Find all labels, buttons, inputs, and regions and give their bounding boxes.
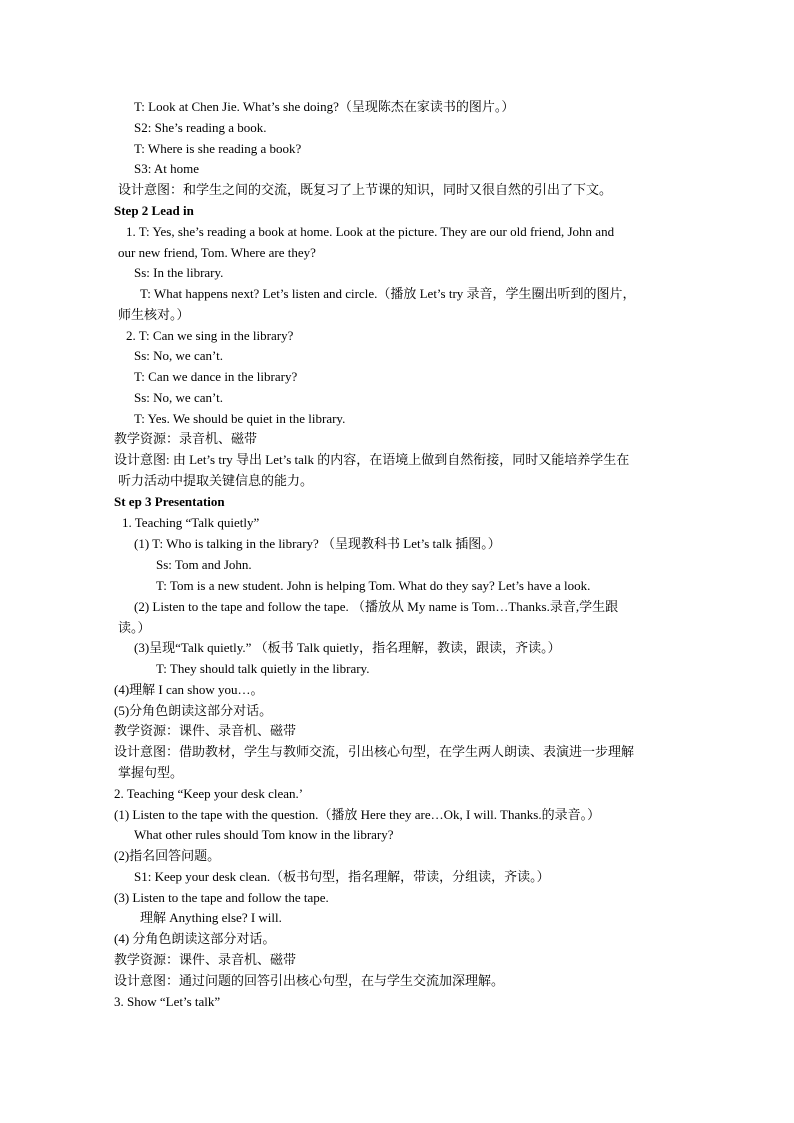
step-line: 读。）	[118, 620, 151, 635]
subsection-heading: 2. Teaching “Keep your desk clean.’	[114, 786, 304, 801]
dialogue-line: T: What happens next? Let’s listen and circle.（播放 Let’s try 录音，学生圈出听到的图片，	[140, 286, 636, 301]
subsection-heading: 1. Teaching “Talk quietly”	[122, 515, 260, 530]
dialogue-line: 2. T: Can we sing in the library?	[126, 328, 294, 343]
step-line: (2)指名回答问题。	[114, 848, 221, 863]
dialogue-line: S1: Keep your desk clean.（板书句型，指名理解，带读，分组读，齐读。）	[134, 869, 550, 884]
teaching-resources: 教学资源：录音机、磁带	[114, 431, 258, 446]
dialogue-line: S2: She’s reading a book.	[134, 120, 267, 135]
subsection-heading: 3. Show “Let’s talk”	[114, 994, 221, 1009]
design-intent-note: 听力活动中提取关键信息的能力。	[118, 473, 314, 488]
step-line: (5)分角色朗读这部分对话。	[114, 703, 273, 718]
dialogue-line: Ss: In the library.	[134, 265, 224, 280]
design-intent-note: 设计意图: 由 Let’s try 导出 Let’s talk 的内容，在语境上做到自然衔接，同时又能培养学生在	[114, 452, 630, 467]
dialogue-line: S3: At home	[134, 161, 200, 176]
step-line: (3) Listen to the tape and follow the tape.	[114, 890, 329, 905]
design-intent-note: 掌握句型。	[118, 765, 184, 780]
dialogue-line: 师生核对。）	[118, 307, 190, 322]
dialogue-line: (1) T: Who is talking in the library? （呈现教科书 Let’s talk 插图。）	[134, 536, 501, 551]
design-intent-note: 设计意图：通过问题的回答引出核心句型，在与学生交流加深理解。	[114, 973, 505, 988]
dialogue-line: T: Look at Chen Jie. What’s she doing?（呈现陈杰在家读书的图片。）	[134, 99, 515, 114]
dialogue-line: our new friend, Tom. Where are they?	[118, 245, 316, 260]
dialogue-line: 理解 Anything else? I will.	[140, 910, 282, 925]
dialogue-line: What other rules should Tom know in the library?	[134, 827, 394, 842]
step-line: (1) Listen to the tape with the question.（播放 Here they are…Ok, I will. Thanks.的录音。）	[114, 807, 601, 822]
dialogue-line: T: They should talk quietly in the library.	[156, 661, 370, 676]
dialogue-line: T: Tom is a new student. John is helping Tom. What do they say? Let’s have a look.	[156, 578, 591, 593]
section-heading-step2: Step 2 Lead in	[114, 203, 194, 218]
step-line: (2) Listen to the tape and follow the tape. （播放从 My name is Tom…Thanks.录音,学生跟	[134, 599, 619, 614]
dialogue-line: T: Can we dance in the library?	[134, 369, 298, 384]
teaching-resources: 教学资源：课件、录音机、磁带	[114, 723, 297, 738]
dialogue-line: Ss: No, we can’t.	[134, 390, 223, 405]
teaching-resources: 教学资源：课件、录音机、磁带	[114, 952, 297, 967]
dialogue-line: Ss: No, we can’t.	[134, 348, 223, 363]
dialogue-line: 1. T: Yes, she’s reading a book at home. Look at the picture. They are our old friend, John and	[126, 224, 615, 239]
dialogue-line: Ss: Tom and John.	[156, 557, 252, 572]
section-heading-step3: St ep 3 Presentation	[114, 494, 225, 509]
dialogue-line: T: Where is she reading a book?	[134, 141, 302, 156]
step-line: (3)呈现“Talk quietly.” （板书 Talk quietly，指名理解，教读，跟读，齐读。）	[134, 640, 561, 655]
step-line: (4)理解 I can show you…。	[114, 682, 264, 697]
step-line: (4) 分角色朗读这部分对话。	[114, 931, 276, 946]
design-intent-note: 设计意图：和学生之间的交流，既复习了上节课的知识，同时又很自然的引出了下文。	[118, 182, 613, 197]
dialogue-line: T: Yes. We should be quiet in the library.	[134, 411, 346, 426]
design-intent-note: 设计意图：借助教材，学生与教师交流，引出核心句型，在学生两人朗读、表演进一步理解	[114, 744, 635, 759]
